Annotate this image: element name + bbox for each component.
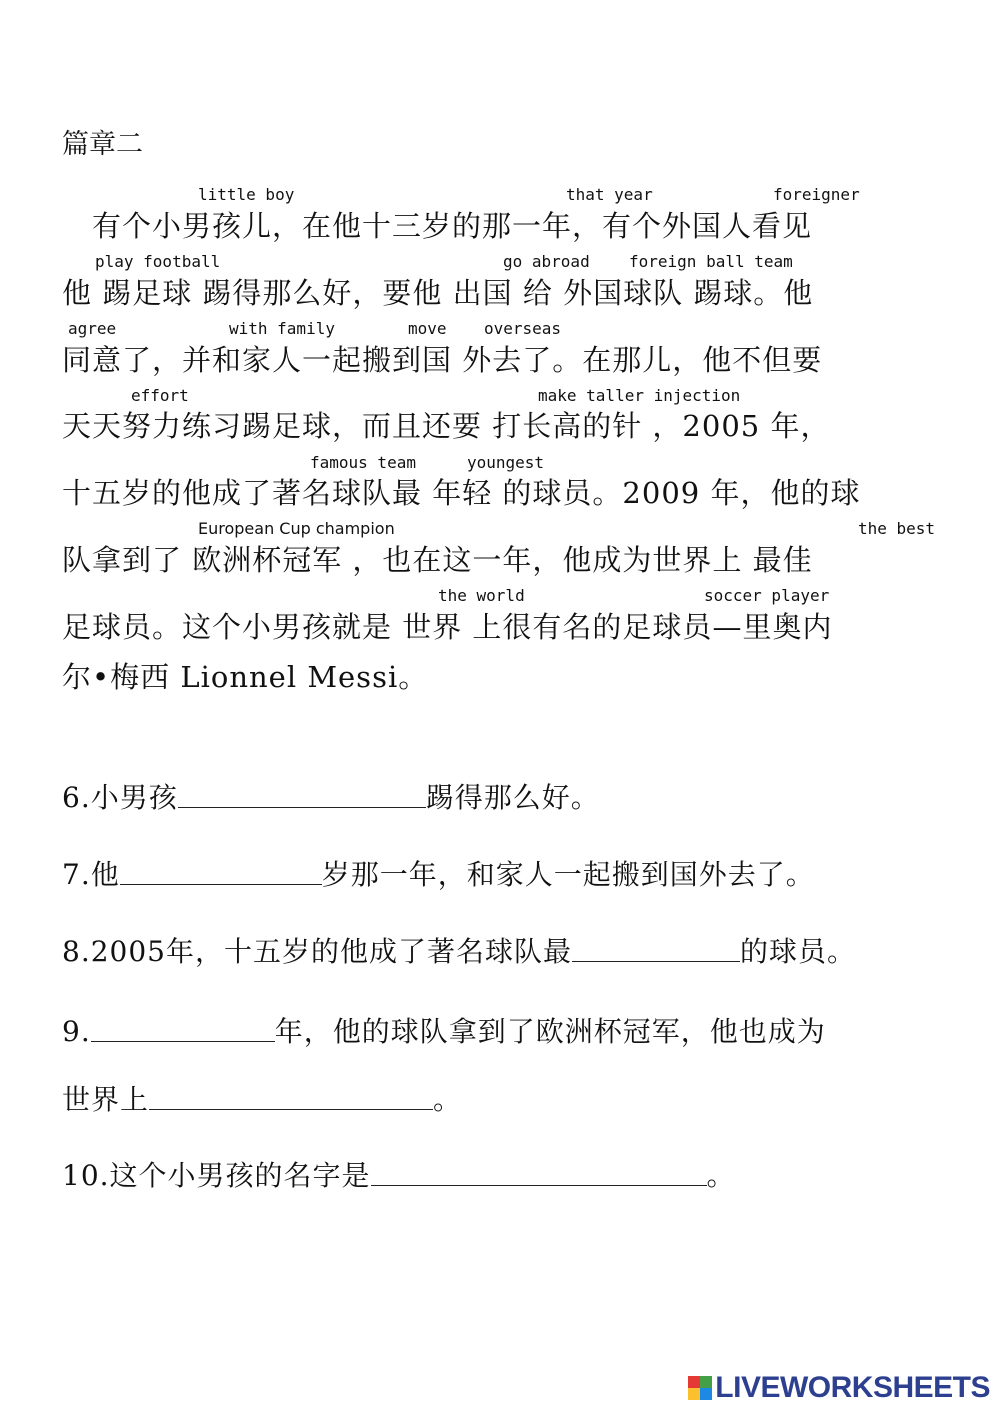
passage-line: 十五岁的他成了著名球队最 年轻 的球员。2009 年，他的球 — [62, 476, 861, 510]
question-text-before: 他 — [90, 858, 120, 891]
liveworksheets-logo[interactable] — [688, 1371, 990, 1405]
answer-input-6[interactable] — [178, 787, 426, 813]
answer-blank-6[interactable] — [178, 781, 426, 808]
question-7 — [62, 853, 815, 893]
answer-input-7[interactable] — [120, 864, 322, 890]
answer-blank-9a[interactable] — [91, 1015, 275, 1042]
answer-blank-7[interactable] — [120, 858, 322, 885]
answer-input-8[interactable] — [572, 941, 740, 967]
question-10 — [62, 1154, 736, 1194]
question-number: 8. — [62, 935, 91, 968]
annotation-make-taller-injection: make taller injection — [538, 386, 741, 405]
answer-blank-10[interactable] — [371, 1159, 707, 1186]
annotation-foreigner: foreigner — [773, 185, 860, 204]
question-text-before: 2005年，十五岁的他成了著名球队最 — [90, 935, 572, 968]
question-text-before: 世界上 — [62, 1083, 150, 1116]
question-text-after: 年，他的球队拿到了欧洲杯冠军，他也成为 — [274, 1015, 826, 1048]
annotation-with-family: with family — [229, 319, 335, 338]
question-text-after: 。 — [706, 1159, 736, 1192]
question-text-before: 小男孩 — [90, 781, 178, 814]
question-number: 6. — [62, 781, 91, 814]
logo-square-icon — [700, 1376, 712, 1388]
annotation-effort: effort — [131, 386, 189, 405]
annotation-the-best: the best — [858, 519, 936, 538]
answer-blank-9b[interactable] — [149, 1083, 433, 1110]
question-9-continued — [62, 1078, 462, 1118]
question-number: 10. — [62, 1159, 110, 1192]
annotation-european-cup: European Cup champion — [198, 519, 395, 538]
question-number: 7. — [62, 858, 91, 891]
logo-square-icon — [700, 1388, 712, 1400]
annotation-foreign-ball-team: foreign ball team — [629, 252, 793, 271]
question-8 — [62, 930, 856, 970]
logo-text: LIVEWORKSHEETS — [715, 1371, 990, 1404]
chapter-title: 篇章二 — [62, 129, 143, 160]
answer-input-9a[interactable] — [91, 1021, 275, 1047]
annotation-agree: agree — [68, 319, 117, 338]
annotation-little-boy: little boy — [198, 185, 295, 204]
question-text-after: 。 — [433, 1083, 463, 1116]
logo-square-icon — [688, 1376, 700, 1388]
passage-line: 他 踢足球 踢得那么好，要他 出国 给 外国球队 踢球。他 — [62, 276, 814, 310]
question-text-after: 岁那一年，和家人一起搬到国外去了。 — [321, 858, 815, 891]
annotation-soccer-player: soccer player — [704, 586, 830, 605]
annotation-move: move — [408, 319, 447, 338]
annotation-youngest: youngest — [467, 453, 545, 472]
passage-line: 有个小男孩儿，在他十三岁的那一年，有个外国人看见 — [62, 209, 813, 243]
question-text-before: 这个小男孩的名字是 — [109, 1159, 371, 1192]
question-6 — [62, 776, 600, 816]
answer-input-9b[interactable] — [149, 1089, 433, 1115]
annotation-go-abroad: go abroad — [503, 252, 590, 271]
answer-blank-8[interactable] — [572, 935, 740, 962]
passage-line: 天天努力练习踢足球，而且还要 打长高的针 ，2005 年， — [62, 409, 831, 443]
annotation-play-football: play football — [95, 252, 221, 271]
answer-input-10[interactable] — [371, 1165, 707, 1191]
logo-grid-icon — [688, 1376, 712, 1400]
passage-line: 同意了，并和家人一起搬到国 外去了。在那儿，他不但要 — [62, 343, 823, 377]
question-number: 9. — [62, 1015, 91, 1048]
annotation-overseas: overseas — [484, 319, 562, 338]
passage-line: 尔•梅西 Lionnel Messi。 — [62, 660, 429, 694]
question-text-after: 的球员。 — [739, 935, 856, 968]
question-9 — [62, 1010, 826, 1050]
annotation-famous-team: famous team — [310, 453, 416, 472]
logo-square-icon — [688, 1388, 700, 1400]
passage-line: 队拿到了 欧洲杯冠军 ，也在这一年，他成为世界上 最佳 — [62, 543, 813, 577]
annotation-the-world: the world — [438, 586, 525, 605]
question-text-after: 踢得那么好。 — [425, 781, 600, 814]
passage-line: 足球员。这个小男孩就是 世界 上很有名的足球员—里奥内 — [62, 610, 833, 644]
annotation-that-year: that year — [566, 185, 653, 204]
